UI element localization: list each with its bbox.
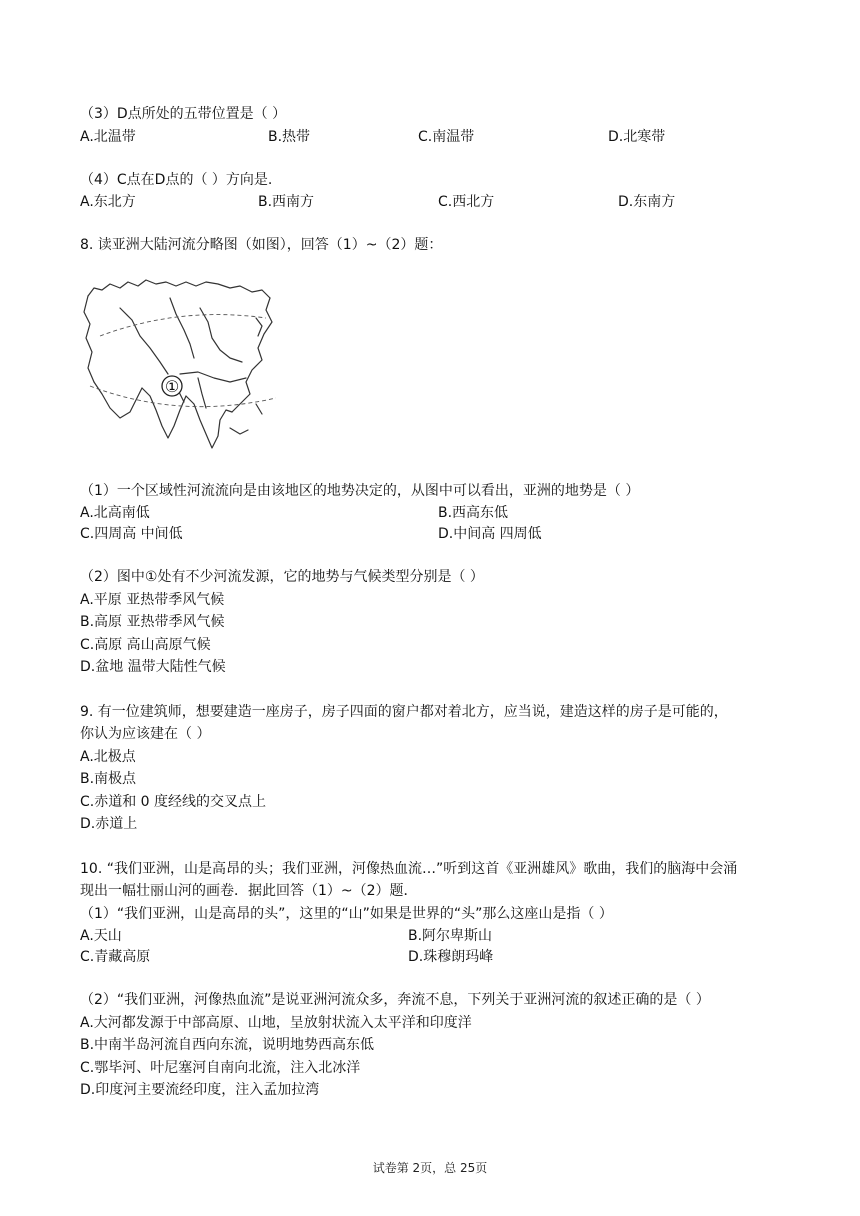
q7-sub4-stem: （4）C点在D点的（ ）方向是. (80, 172, 273, 188)
q10-stem-line2: 现出一幅壮丽山河的画卷．据此回答（1）~（2）题． (80, 883, 418, 899)
q10-sub2-option-d: D.印度河主要流经印度，注入孟加拉湾 (80, 1082, 320, 1098)
q8-sub2-stem: （2）图中①处有不少河流发源，它的地势与气候类型分别是（ ） (80, 569, 484, 585)
q7-sub4-option-b: B.西南方 (258, 194, 315, 210)
q10-stem-line1: 10. “我们亚洲，山是高昂的头；我们亚洲，河像热血流…”听到这首《亚洲雄风》歌曲，我们的脑海中会涌 (80, 861, 738, 877)
q7-sub4-option-a: A.东北方 (80, 194, 136, 210)
asia-river-map (80, 278, 276, 456)
q8-sub1-option-a: A.北高南低 (80, 505, 150, 521)
q7-sub3-option-d: D.北寒带 (608, 129, 666, 145)
q10-sub1-stem: （1）“我们亚洲，山是高昂的头”，这里的“山”如果是世界的“头”那么这座山是指（ ） (80, 906, 613, 922)
q10-sub1-option-d: D.珠穆朗玛峰 (408, 949, 494, 965)
q8-sub1-option-d: D.中间高 四周低 (438, 526, 542, 542)
q8-sub1-option-b: B.西高东低 (438, 505, 509, 521)
q7-sub4-option-c: C.西北方 (438, 194, 495, 210)
q9-stem-line2: 你认为应该建在（ ） (80, 726, 211, 742)
q9-option-d: D.赤道上 (80, 816, 138, 832)
q8-sub2-option-d: D.盆地 温带大陆性气候 (80, 659, 226, 675)
q8-stem: 8. 读亚洲大陆河流分略图（如图），回答（1）~（2）题： (80, 237, 443, 253)
q8-sub2-option-a: A.平原 亚热带季风气候 (80, 592, 225, 608)
q10-sub2-option-a: A.大河都发源于中部高原、山地，呈放射状流入太平洋和印度洋 (80, 1015, 472, 1031)
q7-sub3-option-b: B.热带 (268, 129, 311, 145)
q9-stem-line1: 9. 有一位建筑师，想要建造一座房子，房子四面的窗户都对着北方，应当说，建造这样的房子是可能的， (80, 704, 728, 720)
q8-sub1-option-c: C.四周高 中间低 (80, 526, 183, 542)
q7-sub4-option-d: D.东南方 (618, 194, 676, 210)
q10-sub1-option-b: B.阿尔卑斯山 (408, 928, 493, 944)
q7-sub3-stem: （3）D点所处的五带位置是（ ） (80, 106, 287, 122)
page-footer: 试卷第 2页，总 25页 (372, 1161, 488, 1175)
q10-sub2-option-c: C.鄂毕河、叶尼塞河自南向北流，注入北冰洋 (80, 1060, 361, 1076)
q10-sub2-stem: （2）“我们亚洲，河像热血流”是说亚洲河流众多，奔流不息，下列关于亚洲河流的叙述正确的是（ ） (80, 992, 710, 1008)
q9-option-c: C.赤道和 0 度经线的交叉点上 (80, 794, 267, 810)
q9-option-a: A.北极点 (80, 749, 136, 765)
q9-option-b: B.南极点 (80, 771, 137, 787)
q10-sub1-option-a: A.天山 (80, 928, 122, 944)
q8-sub2-option-b: B.高原 亚热带季风气候 (80, 614, 225, 630)
q7-sub3-option-a: A.北温带 (80, 129, 136, 145)
q7-sub3-option-c: C.南温带 (418, 129, 475, 145)
q10-sub1-option-c: C.青藏高原 (80, 949, 151, 965)
q8-sub2-option-c: C.高原 高山高原气候 (80, 637, 211, 653)
map-marker-label: ① (164, 377, 180, 396)
q10-sub2-option-b: B.中南半岛河流自西向东流，说明地势西高东低 (80, 1037, 375, 1053)
q8-sub1-stem: （1）一个区域性河流流向是由该地区的地势决定的，从图中可以看出，亚洲的地势是（ ） (80, 483, 640, 499)
